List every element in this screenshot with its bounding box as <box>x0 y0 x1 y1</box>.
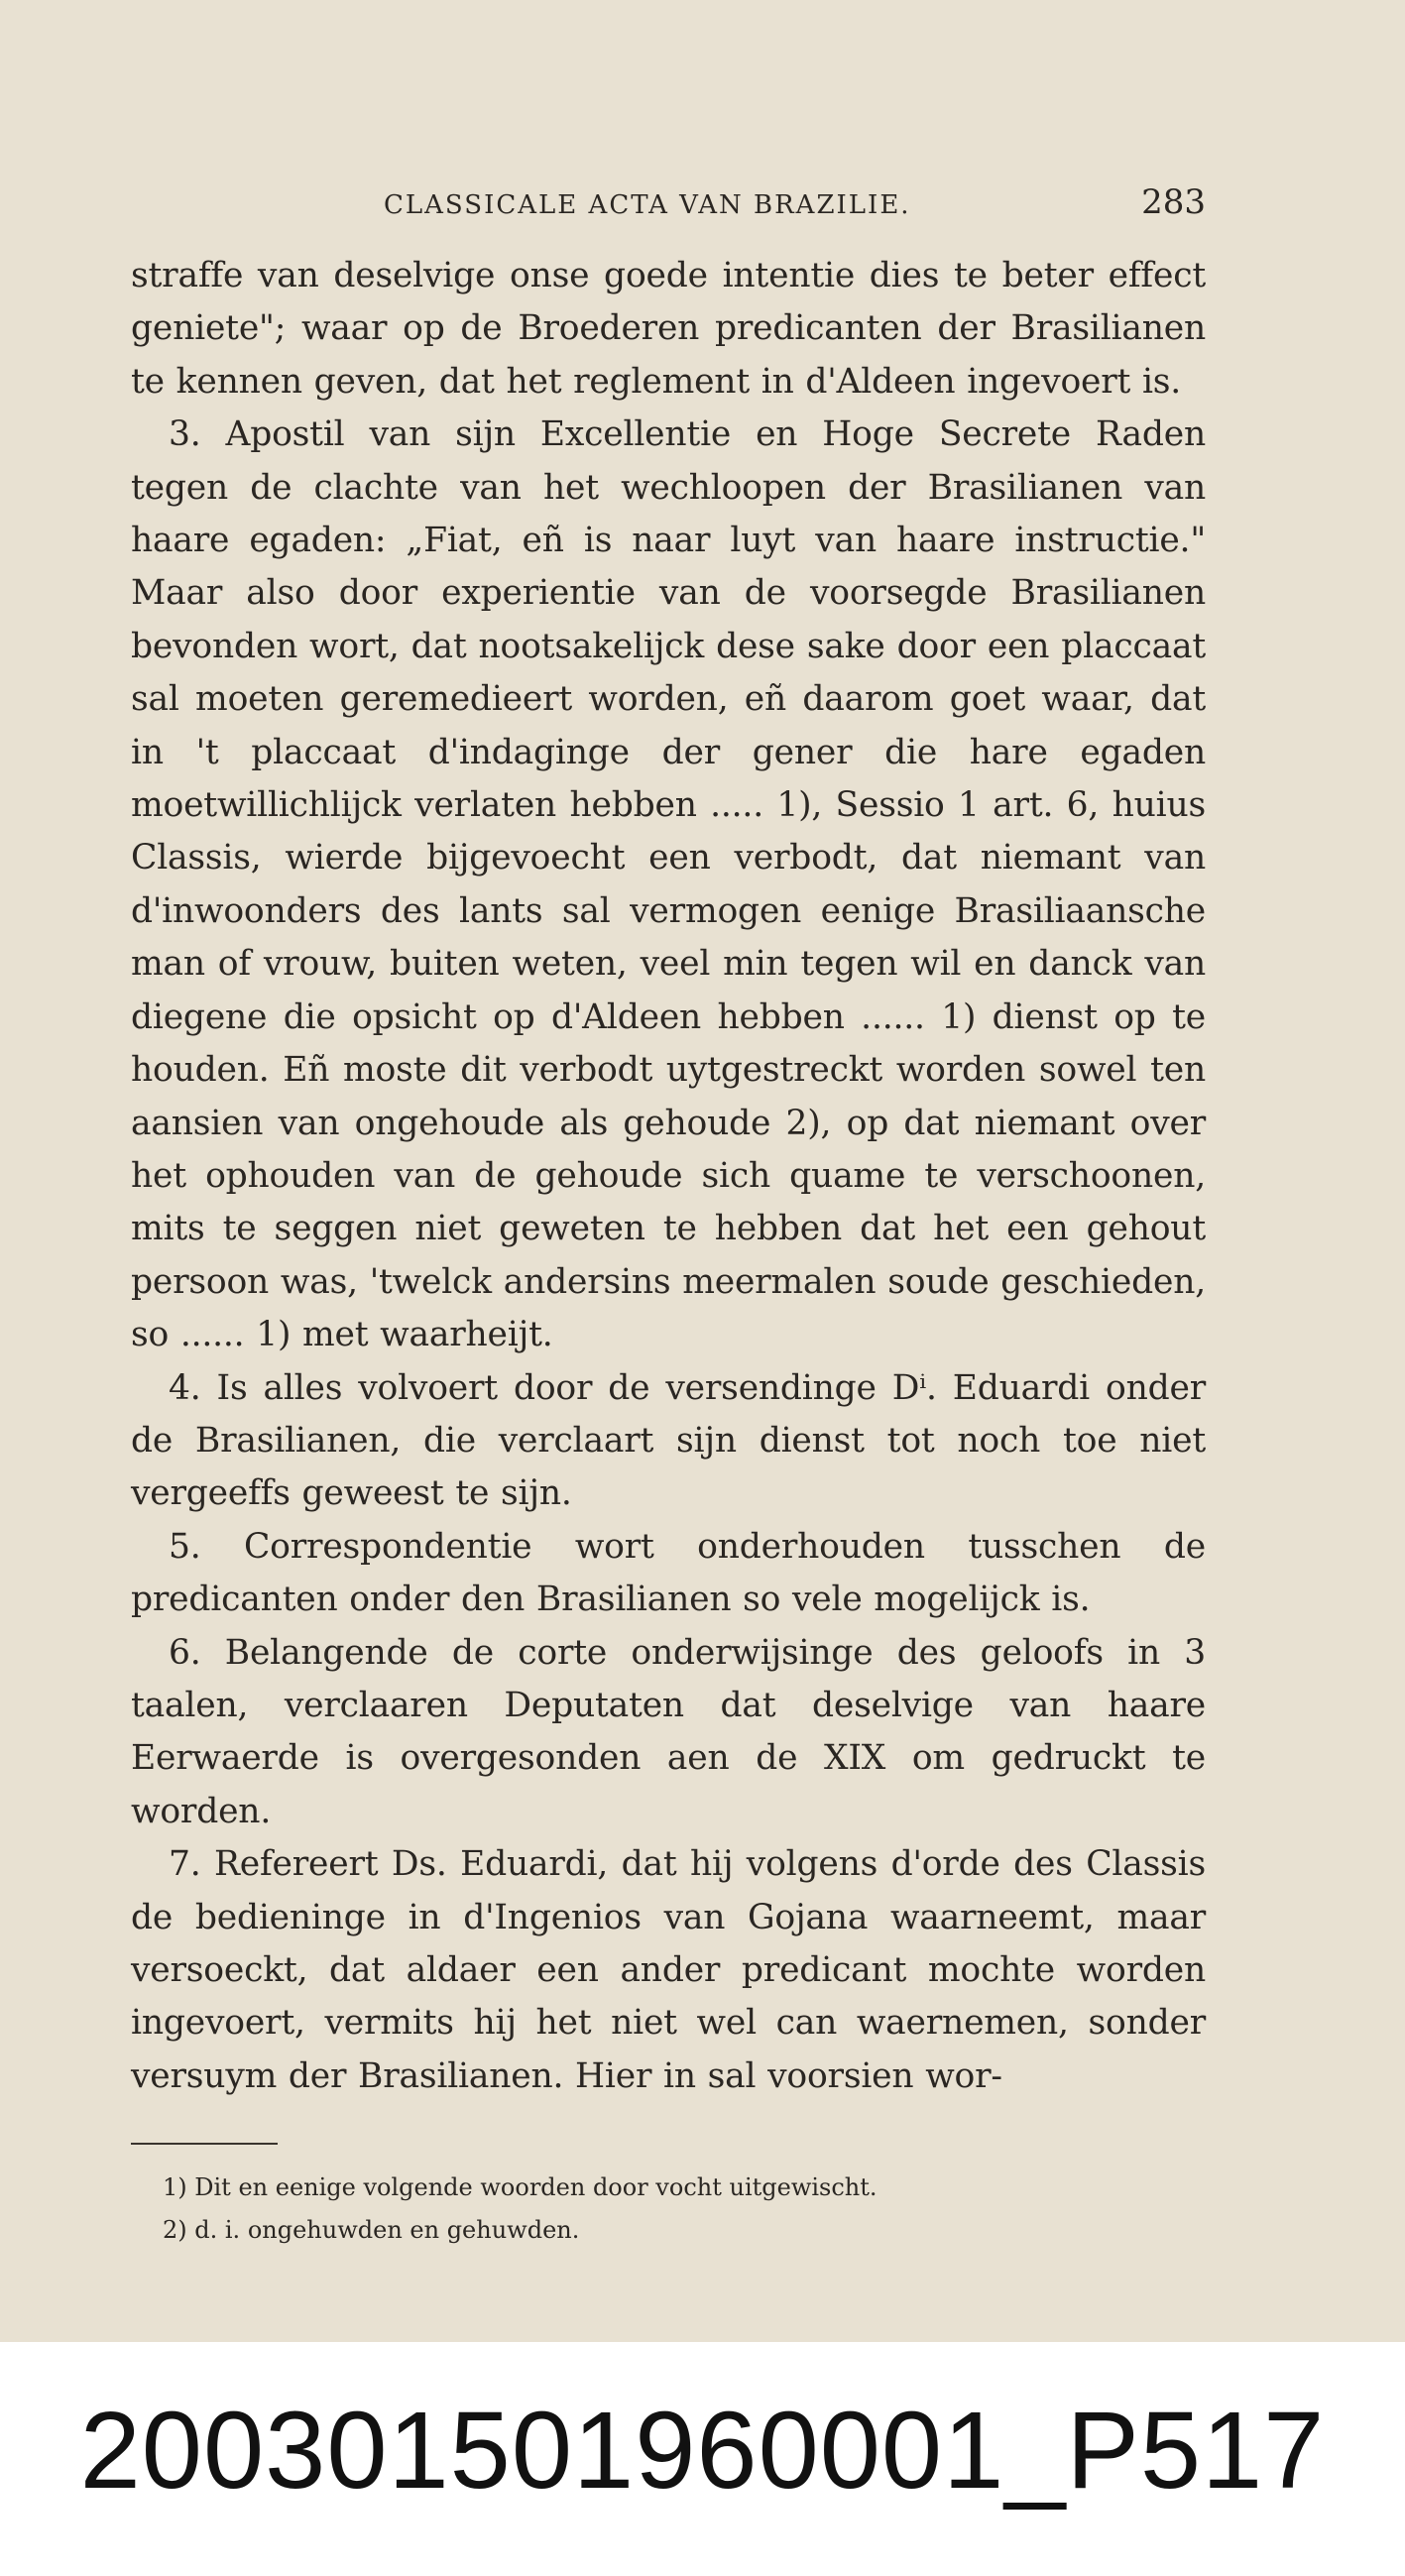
catalog-label: 20030150196000​1_P517 <box>79 2390 1326 2512</box>
paragraph-5: 5. Correspondentie wort onderhouden tusschen de predicanten onder den Brasilianen so vele mogelijck is. <box>131 1526 1206 1620</box>
footnote-1: 1) Dit en eenige volgende woorden door vocht uitgewischt. <box>163 2173 878 2202</box>
body-text <box>131 250 1206 2103</box>
page-content <box>131 176 1206 2252</box>
page-number: 283 <box>1141 182 1206 222</box>
paragraph-3: 3. Apostil van sijn Excellentie en Hoge Secrete Raden tegen de clachte van het wechloopen der Brasilianen van haare egaden: „Fiat, eñ is naar luyt van haare instructie." Maar also door experientie van de voorsegde Brasilianen bevonden wort, dat nootsakelijck dese sake door een placcaat sal moeten geremedieert worden, eñ daarom goet waar, dat in 't placcaat d'indaginge der gener die hare egaden moetwillichlijck verlaten hebben ..... 1), Sessio 1 art. 6, huius Classis, wierde bijgevoecht een verbodt, dat niemant van d'inwoonders des lants sal vermogen eenige Brasiliaansche man of vrouw, buiten weten, veel min tegen wil en danck van diegene die opsicht op d'Aldeen hebben ...... 1) dienst op te houden. Eñ moste dit verbodt uytgestreckt worden sowel ten aansien van ongehoude als gehoude 2), op dat niemant over het ophouden van de gehoude sich quame te verschoonen, mits te seggen niet geweten te hebben dat het een gehout persoon was, 'twelck andersins meermalen soude geschieden, so ...... 1) met waarheijt. <box>131 414 1206 1355</box>
running-title: CLASSICALE ACTA VAN BRAZILIE. <box>384 190 911 220</box>
footnotes <box>131 2166 1206 2252</box>
paragraph-continuation: straffe van deselvige onse goede intentie dies te beter effect geniete"; waar op de Broederen predicanten der Brasilianen te kennen geven, dat het reglement in d'Aldeen ingevoert is. <box>131 256 1206 402</box>
paragraph-7: 7. Refereert Ds. Eduardi, dat hij volgens d'orde des Classis de bedieninge in d'Ingenios van Gojana waarneemt, maar versoeckt, dat aldaer een ander predicant mochte worden ingevoert, vermits hij het niet wel can waernemen, sonder versuym der Brasilianen. Hier in sal voorsien wor- <box>131 1844 1206 2096</box>
paragraph-4: 4. Is alles volvoert door de versendinge Dⁱ. Eduardi onder de Brasilianen, die verclaart sijn dienst tot noch toe niet vergeeffs geweest te sijn. <box>131 1367 1206 1514</box>
catalog-label-area <box>0 2342 1405 2576</box>
running-head <box>131 176 1206 232</box>
paragraph-6: 6. Belangende de corte onderwijsinge des geloofs in 3 taalen, verclaaren Deputaten dat deselvige van haare Eerwaerde is overgesonden aen de XIX om gedruckt te worden. <box>131 1632 1206 1831</box>
footnote-2: 2) d. i. ongehuwden en gehuwden. <box>163 2216 580 2245</box>
footnote-divider <box>131 2143 278 2145</box>
